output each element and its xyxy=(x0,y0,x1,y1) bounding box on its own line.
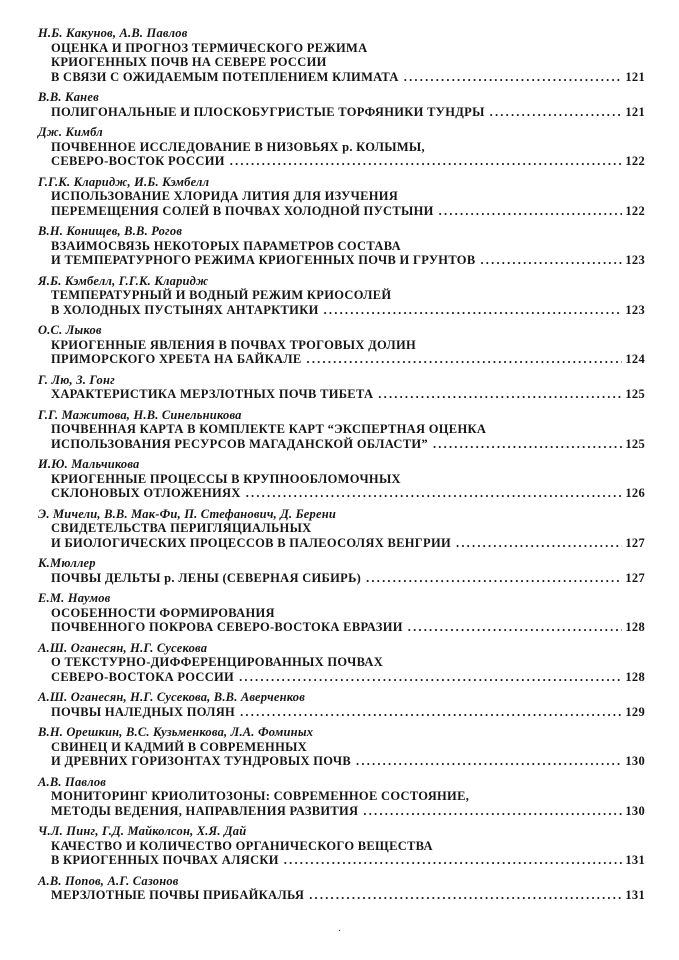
entry-authors: В.Н. Конищев, В.В. Рогов xyxy=(38,224,183,238)
leader-dots xyxy=(246,486,623,501)
entry-authors: Г.Г. Мажитова, Н.В. Синельникова xyxy=(38,407,242,422)
entry-title-line-with-page xyxy=(38,387,645,402)
toc-entry xyxy=(38,725,645,769)
entry-title-line xyxy=(38,239,645,254)
entry-title-text: СВИНЕЦ И КАДМИЙ В СОВРЕМЕННЫХ xyxy=(51,739,308,754)
entry-title-line-with-page xyxy=(38,352,645,367)
entry-authors: А.Ш. Оганесян, Н.Г. Сусекова xyxy=(38,640,208,655)
leader-dots xyxy=(433,437,622,452)
toc-entry xyxy=(38,591,645,635)
entry-page-number: 128 xyxy=(625,620,645,634)
entry-title-text: В КРИОГЕННЫХ ПОЧВАХ АЛЯСКИ xyxy=(51,853,279,867)
entry-page-number: 122 xyxy=(625,203,645,218)
entry-title-text: МОНИТОРИНГ КРИОЛИТОЗОНЫ: СОВРЕМЕННОЕ СОСТОЯНИЕ, xyxy=(51,789,470,803)
entry-title-text: ОЦЕНКА И ПРОГНОЗ ТЕРМИЧЕСКОГО РЕЖИМА xyxy=(51,40,368,55)
entry-authors: Г.Г.К. Кларидж, И.Б. Кэмбелл xyxy=(38,174,210,189)
entry-title-text: В ХОЛОДНЫХ ПУСТЫНЯХ АНТАРКТИКИ xyxy=(51,302,319,317)
leader-dots xyxy=(404,70,623,85)
entry-title-text: МЕТОДЫ ВЕДЕНИЯ, НАПРАВЛЕНИЯ РАЗВИТИЯ xyxy=(51,803,359,818)
entry-authors: Ч.Л. Пинг, Г.Д. Майколсон, Х.Я. Дай xyxy=(38,824,247,838)
entry-authors: Э. Мичели, В.В. Мак-Фи, П. Стефанович, Д. Берени xyxy=(38,506,337,521)
entry-authors: Я.Б. Кэмбелл, Г.Г.К. Кларидж xyxy=(38,273,209,288)
toc-list xyxy=(38,26,645,903)
toc-entry xyxy=(38,90,645,119)
leader-dots xyxy=(324,303,623,318)
entry-title-line xyxy=(38,606,645,621)
entry-page-number: 121 xyxy=(625,104,645,119)
entry-title-text: ИСПОЛЬЗОВАНИЕ ХЛОРИДА ЛИТИЯ ДЛЯ ИЗУЧЕНИЯ xyxy=(51,189,399,203)
entry-title-text: МЕРЗЛОТНЫЕ ПОЧВЫ ПРИБАЙКАЛЬЯ xyxy=(51,888,305,902)
entry-page-number: 122 xyxy=(625,154,645,168)
entry-authors: Н.Б. Какунов, А.В. Павлов xyxy=(38,26,188,40)
entry-page-number: 126 xyxy=(625,486,645,500)
entry-title-text: ИСПОЛЬЗОВАНИЯ РЕСУРСОВ МАГАДАНСКОЙ ОБЛАСТИ” xyxy=(51,436,428,451)
entry-title-line xyxy=(38,789,645,804)
toc-entry xyxy=(38,274,645,318)
entry-title-text: СЕВЕРО-ВОСТОК РОССИИ xyxy=(51,154,225,168)
entry-title-line-with-page xyxy=(38,70,645,85)
entry-title-line-with-page xyxy=(38,303,645,318)
entry-title-text: ПОЧВЫ НАЛЕДНЫХ ПОЛЯН xyxy=(51,704,236,719)
entry-title-text: И ДРЕВНИХ ГОРИЗОНТАХ ТУНДРОВЫХ ПОЧВ xyxy=(51,754,352,768)
footer-mark: . xyxy=(338,922,341,934)
toc-entry xyxy=(38,323,645,367)
entry-title-text: ПЕРЕМЕЩЕНИЯ СОЛЕЙ В ПОЧВАХ ХОЛОДНОЙ ПУСТЫНИ xyxy=(51,203,434,218)
entry-title-line-with-page xyxy=(38,888,645,903)
entry-title-text: КРИОГЕННЫХ ПОЧВ НА СЕВЕРЕ РОССИИ xyxy=(51,55,327,69)
toc-entry xyxy=(38,373,645,402)
entry-title-text: И БИОЛОГИЧЕСКИХ ПРОЦЕССОВ В ПАЛЕОСОЛЯХ ВЕНГРИИ xyxy=(51,535,452,550)
entry-title-line xyxy=(38,140,645,155)
toc-entry xyxy=(38,26,645,84)
entry-title-text: ПОЧВЕННОГО ПОКРОВА СЕВЕРО-ВОСТОКА ЕВРАЗИИ xyxy=(51,620,403,634)
entry-page-number: 128 xyxy=(625,669,645,684)
entry-authors: И.Ю. Мальчикова xyxy=(38,457,140,471)
entry-page-number: 131 xyxy=(625,888,645,902)
entry-authors: А.В. Попов, А.Г. Сазонов xyxy=(38,873,179,888)
entry-title-line-with-page xyxy=(38,754,645,769)
entry-page-number: 125 xyxy=(625,436,645,451)
entry-title-line-with-page xyxy=(38,804,645,819)
entry-page-number: 125 xyxy=(625,387,645,401)
entry-title-text: ПРИМОРСКОГО ХРЕБТА НА БАЙКАЛЕ xyxy=(51,352,302,366)
entry-title-line-with-page xyxy=(38,105,645,120)
entry-page-number: 130 xyxy=(625,754,645,768)
leader-dots xyxy=(356,754,622,769)
toc-entry xyxy=(38,125,645,169)
entry-title-line-with-page xyxy=(38,437,645,452)
entry-page-number: 123 xyxy=(625,253,645,267)
entry-title-line-with-page xyxy=(38,154,645,169)
entry-authors: Дж. Кимбл xyxy=(38,125,103,139)
leader-dots xyxy=(309,888,622,903)
leader-dots xyxy=(378,387,622,402)
entry-title-line-with-page xyxy=(38,253,645,268)
entry-title-line-with-page xyxy=(38,486,645,501)
entry-title-text: КАЧЕСТВО И КОЛИЧЕСТВО ОРГАНИЧЕСКОГО ВЕЩЕСТВА xyxy=(51,838,433,853)
entry-page-number: 127 xyxy=(625,535,645,550)
leader-dots xyxy=(456,536,622,551)
toc-entry xyxy=(38,175,645,219)
entry-title-text: КРИОГЕННЫЕ ПРОЦЕССЫ В КРУПНООБЛОМОЧНЫХ xyxy=(51,471,401,486)
entry-authors: А.В. Павлов xyxy=(38,774,107,789)
leader-dots xyxy=(408,620,623,635)
entry-title-text: О ТЕКСТУРНО-ДИФФЕРЕНЦИРОВАННЫХ ПОЧВАХ xyxy=(51,655,384,669)
entry-title-line-with-page xyxy=(38,705,645,720)
entry-title-line xyxy=(38,338,645,353)
leader-dots xyxy=(366,571,622,586)
leader-dots xyxy=(439,204,623,219)
toc-entry xyxy=(38,408,645,452)
toc-entry xyxy=(38,690,645,719)
entry-title-line-with-page xyxy=(38,536,645,551)
entry-title-line xyxy=(38,422,645,437)
toc-entry xyxy=(38,507,645,551)
entry-authors: О.С. Лыков xyxy=(38,323,102,337)
entry-title-line-with-page xyxy=(38,620,645,635)
entry-title-text: ХАРАКТЕРИСТИКА МЕРЗЛОТНЫХ ПОЧВ ТИБЕТА xyxy=(51,387,374,401)
toc-entry xyxy=(38,556,645,585)
entry-page-number: 130 xyxy=(625,803,645,818)
entry-page-number: 123 xyxy=(625,302,645,317)
entry-title-line xyxy=(38,521,645,536)
entry-title-text: КРИОГЕННЫЕ ЯВЛЕНИЯ В ПОЧВАХ ТРОГОВЫХ ДОЛИН xyxy=(51,337,417,352)
entry-title-line-with-page xyxy=(38,853,645,868)
entry-authors: В.Н. Орешкин, В.С. Кузьменкова, Л.А. Фоминых xyxy=(38,725,314,739)
toc-entry xyxy=(38,775,645,819)
leader-dots xyxy=(239,670,622,685)
toc-entry xyxy=(38,641,645,685)
entry-title-line-with-page xyxy=(38,670,645,685)
entry-title-text: ПОЧВЕННАЯ КАРТА В КОМПЛЕКТЕ КАРТ “ЭКСПЕРТНАЯ ОЦЕНКА xyxy=(51,422,487,436)
entry-authors: Е.М. Наумов xyxy=(38,591,111,605)
entry-title-text: ОСОБЕННОСТИ ФОРМИРОВАНИЯ xyxy=(51,605,275,620)
leader-dots xyxy=(307,352,623,367)
entry-title-line xyxy=(38,41,645,56)
entry-title-text: ПОЧВЫ ДЕЛЬТЫ р. ЛЕНЫ (СЕВЕРНАЯ СИБИРЬ) xyxy=(51,570,362,585)
entry-title-line xyxy=(38,189,645,204)
leader-dots xyxy=(240,705,622,720)
leader-dots xyxy=(480,253,622,268)
toc-entry xyxy=(38,824,645,868)
entry-authors: Г. Лю, З. Гонг xyxy=(38,372,115,387)
entry-page-number: 129 xyxy=(625,704,645,719)
entry-title-line-with-page xyxy=(38,204,645,219)
toc-entry xyxy=(38,224,645,268)
entry-title-line xyxy=(38,839,645,854)
entry-title-text: ВЗАИМОСВЯЗЬ НЕКОТОРЫХ ПАРАМЕТРОВ СОСТАВА xyxy=(51,238,401,253)
entry-title-text: СВИДЕТЕЛЬСТВА ПЕРИГЛЯЦИАЛЬНЫХ xyxy=(51,521,312,535)
entry-title-text: И ТЕМПЕРАТУРНОГО РЕЖИМА КРИОГЕННЫХ ПОЧВ И ГРУНТОВ xyxy=(51,253,476,267)
entry-title-line xyxy=(38,55,645,70)
entry-title-line xyxy=(38,740,645,755)
entry-page-number: 127 xyxy=(625,570,645,585)
entry-title-text: СКЛОНОВЫХ ОТЛОЖЕНИЯХ xyxy=(51,486,241,500)
entry-title-text: ПОЧВЕННОЕ ИССЛЕДОВАНИЕ В НИЗОВЬЯХ р. КОЛЫМЫ, xyxy=(51,139,425,154)
entry-authors: В.В. Канев xyxy=(38,90,99,104)
entry-title-text: В СВЯЗИ С ОЖИДАЕМЫМ ПОТЕПЛЕНИЕМ КЛИМАТА xyxy=(51,69,399,84)
entry-title-text: СЕВЕРО-ВОСТОКА РОССИИ xyxy=(51,669,235,684)
entry-title-text: ТЕМПЕРАТУРНЫЙ И ВОДНЫЙ РЕЖИМ КРИОСОЛЕЙ xyxy=(51,288,392,302)
entry-title-text: ПОЛИГОНАЛЬНЫЕ И ПЛОСКОБУГРИСТЫЕ ТОРФЯНИКИ ТУНДРЫ xyxy=(51,104,485,119)
toc-entry xyxy=(38,457,645,501)
leader-dots xyxy=(284,853,623,868)
leader-dots xyxy=(490,105,623,120)
entry-title-line xyxy=(38,655,645,670)
entry-authors: К.Мюллер xyxy=(38,556,96,570)
entry-page-number: 131 xyxy=(625,853,645,867)
entry-title-line-with-page xyxy=(38,571,645,586)
entry-page-number: 121 xyxy=(625,69,645,84)
toc-entry xyxy=(38,874,645,903)
entry-page-number: 124 xyxy=(625,352,645,366)
entry-title-line xyxy=(38,472,645,487)
entry-title-line xyxy=(38,288,645,303)
leader-dots xyxy=(230,154,623,169)
leader-dots xyxy=(363,804,622,819)
entry-authors: А.Ш. Оганесян, Н.Г. Сусекова, В.В. Аверченков xyxy=(38,690,306,704)
